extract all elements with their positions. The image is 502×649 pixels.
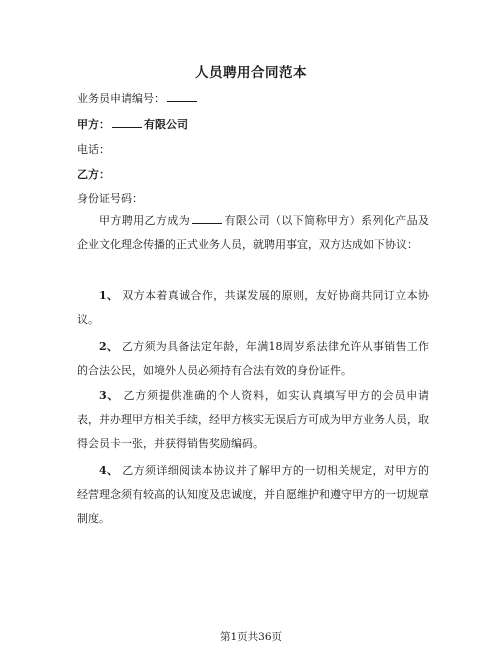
intro-prefix: 甲方聘用乙方成为 [99,214,191,227]
party-a-blank [112,116,142,128]
application-no-label: 业务员申请编号： [77,92,165,105]
document-title: 人员聘用合同范本 [195,65,307,81]
clause-text: 乙方须为具备法定年龄，年满18周岁系法律允许从事销售工作的合法公民，如境外人员必须持有合法有效的身份证件。 [77,340,430,377]
company-name-blank [192,212,222,224]
party-a-suffix: 有限公司 [144,118,188,131]
clause-1 [77,284,429,332]
clause-number: 3、 [99,389,120,402]
phone-line [77,141,110,157]
clause-2 [77,335,429,383]
party-b-label: 乙方： [77,168,110,181]
intro-paragraph [77,209,429,257]
party-a-line [77,116,188,132]
party-b-line [77,166,110,182]
application-no-line [77,90,199,106]
id-label: 身份证号码： [77,192,143,205]
clause-number: 1、 [99,289,119,302]
application-no-blank [167,90,197,102]
id-line [77,190,143,206]
party-a-label: 甲方： [77,118,110,131]
clause-number: 2、 [99,340,119,353]
clause-number: 4、 [99,464,119,477]
intro-suffix: 有限公司（以下简称甲方）系列化产品及企业文化理念传播的正式业务人员，就聘用事宜，双方达成如下协议： [77,214,429,251]
clause-text: 乙方须提供准确的个人资料，如实认真填写甲方的会员申请表，并办理甲方相关手续，经甲方核实无误后方可成为甲方业务人员，取得会员卡一张，并获得销售奖励编码。 [77,389,430,450]
page-number-footer: 第1页共36页 [219,631,283,643]
phone-label: 电话： [77,143,110,156]
clause-text: 乙方须详细阅读本协议并了解甲方的一切相关规定，对甲方的经营理念须有较高的认知度及忠诚度，并自愿维护和遵守甲方的一切规章制度。 [77,464,430,525]
clause-4 [77,459,429,531]
clause-3 [77,384,429,456]
clause-text: 双方本着真诚合作，共谋发展的原则，友好协商共同订立本协议。 [77,289,430,326]
